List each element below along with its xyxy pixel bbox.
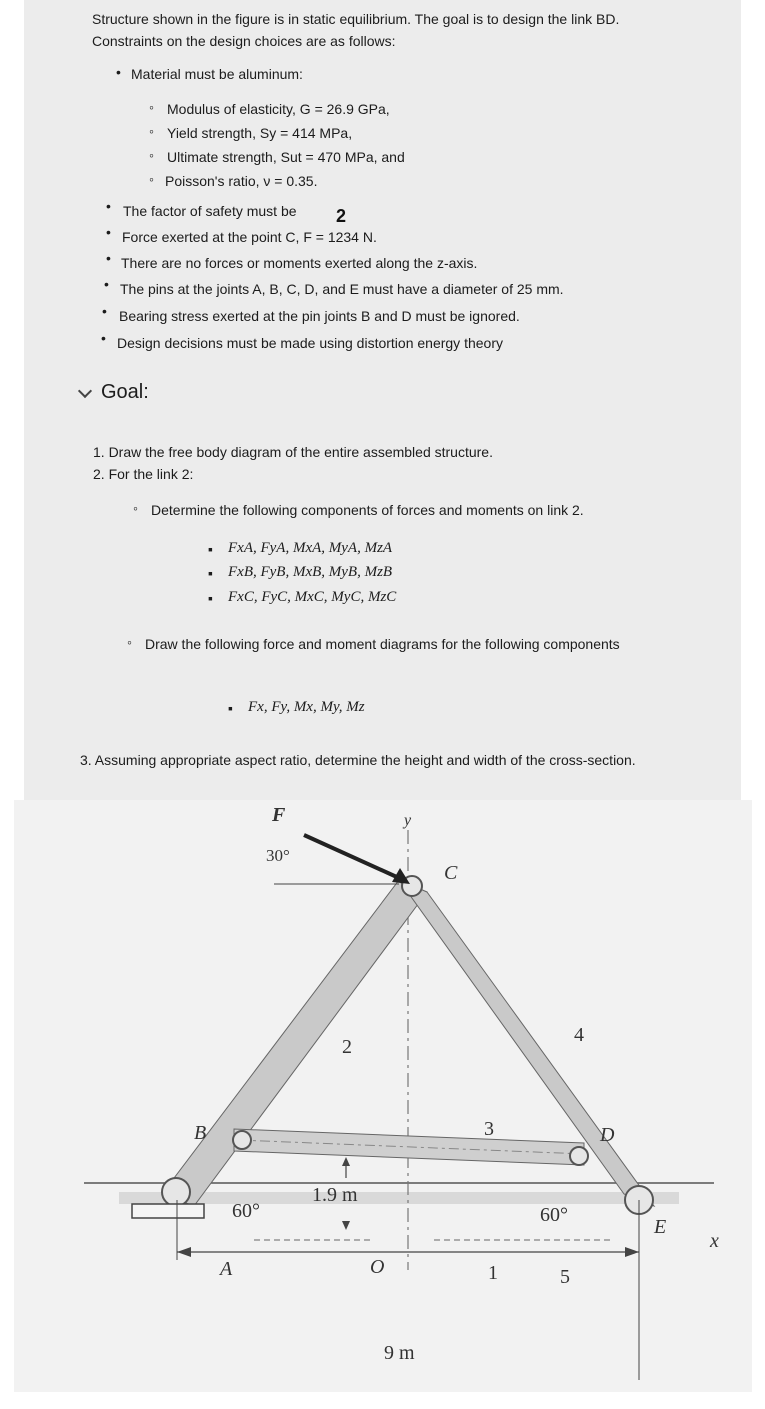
label-o: O (370, 1256, 385, 1278)
bullet-icon: • (106, 198, 111, 214)
goal-sub-2: Draw the following force and moment diagrams for the following components (145, 636, 620, 652)
structure-figure (14, 800, 752, 1392)
fos-handwritten-value: 2 (336, 206, 347, 226)
label-e: E (654, 1216, 667, 1238)
components-c: FxC, FyC, MxC, MyC, MzC (228, 589, 397, 605)
label-d: D (600, 1124, 615, 1146)
label-left-angle: 60° (232, 1200, 260, 1222)
circle-bullet-icon: ◦ (133, 500, 138, 516)
circle-bullet-icon: ◦ (149, 99, 154, 115)
label-b: B (194, 1122, 207, 1144)
square-bullet-icon: ▪ (208, 590, 213, 606)
square-bullet-icon: ▪ (228, 700, 233, 716)
arrow-down-icon (342, 1221, 350, 1230)
prop-modulus: Modulus of elasticity, G = 26.9 GPa, (167, 101, 390, 117)
arrow-up-icon (342, 1157, 350, 1166)
pin-b (233, 1131, 251, 1149)
bearing-constraint: Bearing stress exerted at the pin joints B and D must be ignored. (119, 308, 520, 324)
diagram-components: Fx, Fy, Mx, My, Mz (248, 699, 365, 715)
label-3: 3 (484, 1118, 494, 1140)
components-b: FxB, FyB, MxB, MyB, MzB (228, 564, 393, 580)
bullet-icon: • (106, 250, 111, 266)
square-bullet-icon: ▪ (208, 565, 213, 581)
intro-line-1: Structure shown in the figure is in static equilibrium. The goal is to design the link BD. (92, 11, 620, 27)
prop-poisson: Poisson's ratio, ν = 0.35. (165, 173, 318, 189)
label-4: 4 (574, 1024, 584, 1046)
circle-bullet-icon: ◦ (149, 123, 154, 139)
goal-heading: Goal: (101, 381, 149, 403)
no-z-constraint: There are no forces or moments exerted along the z-axis. (121, 255, 478, 271)
pin-constraint: The pins at the joints A, B, C, D, and E must have a diameter of 25 mm. (120, 281, 564, 297)
pin-a (162, 1178, 190, 1206)
arrow-right-icon (625, 1247, 639, 1257)
pin-d (570, 1147, 588, 1165)
goal-item-3: 3. Assuming appropriate aspect ratio, determine the height and width of the cross-section. (80, 752, 636, 768)
bullet-icon: • (101, 330, 106, 346)
prop-yield: Yield strength, Sy = 414 MPa, (167, 125, 353, 141)
theory-constraint: Design decisions must be made using distortion energy theory (117, 335, 503, 351)
bullet-icon: • (104, 276, 109, 292)
goal-item-2: 2. For the link 2: (93, 466, 194, 482)
label-1: 1 (488, 1262, 498, 1284)
label-30-deg: 30° (266, 846, 290, 865)
square-bullet-icon: ▪ (208, 541, 213, 557)
label-a: A (220, 1258, 233, 1280)
force-arrow (304, 835, 399, 878)
circle-bullet-icon: ◦ (149, 171, 154, 187)
fos-constraint: The factor of safety must be (123, 203, 297, 219)
components-a: FxA, FyA, MxA, MyA, MzA (228, 540, 393, 556)
label-span: 9 m (384, 1342, 415, 1364)
circle-bullet-icon: ◦ (149, 147, 154, 163)
circle-bullet-icon: ◦ (127, 634, 132, 650)
label-right-angle: 60° (540, 1204, 568, 1226)
structure-diagram (14, 800, 752, 1392)
goal-sub-1: Determine the following components of forces and moments on link 2. (151, 502, 584, 518)
force-constraint: Force exerted at the point C, F = 1234 N. (122, 229, 377, 245)
support-a (132, 1204, 204, 1218)
intro-line-2: Constraints on the design choices are as follows: (92, 33, 396, 49)
label-2: 2 (342, 1036, 352, 1058)
label-5: 5 (560, 1266, 570, 1288)
prop-ultimate: Ultimate strength, Sut = 470 MPa, and (167, 149, 405, 165)
bullet-icon: • (106, 224, 111, 240)
label-y: y (404, 812, 412, 829)
arrow-left-icon (177, 1247, 191, 1257)
label-x: x (710, 1230, 719, 1252)
label-f: F (272, 804, 286, 826)
bullet-icon: • (102, 303, 107, 319)
label-height: 1.9 m (312, 1184, 358, 1206)
goal-item-1: 1. Draw the free body diagram of the entire assembled structure. (93, 444, 493, 460)
bullet-icon: • (116, 64, 121, 80)
label-c: C (444, 862, 458, 884)
material-constraint: Material must be aluminum: (131, 66, 303, 82)
